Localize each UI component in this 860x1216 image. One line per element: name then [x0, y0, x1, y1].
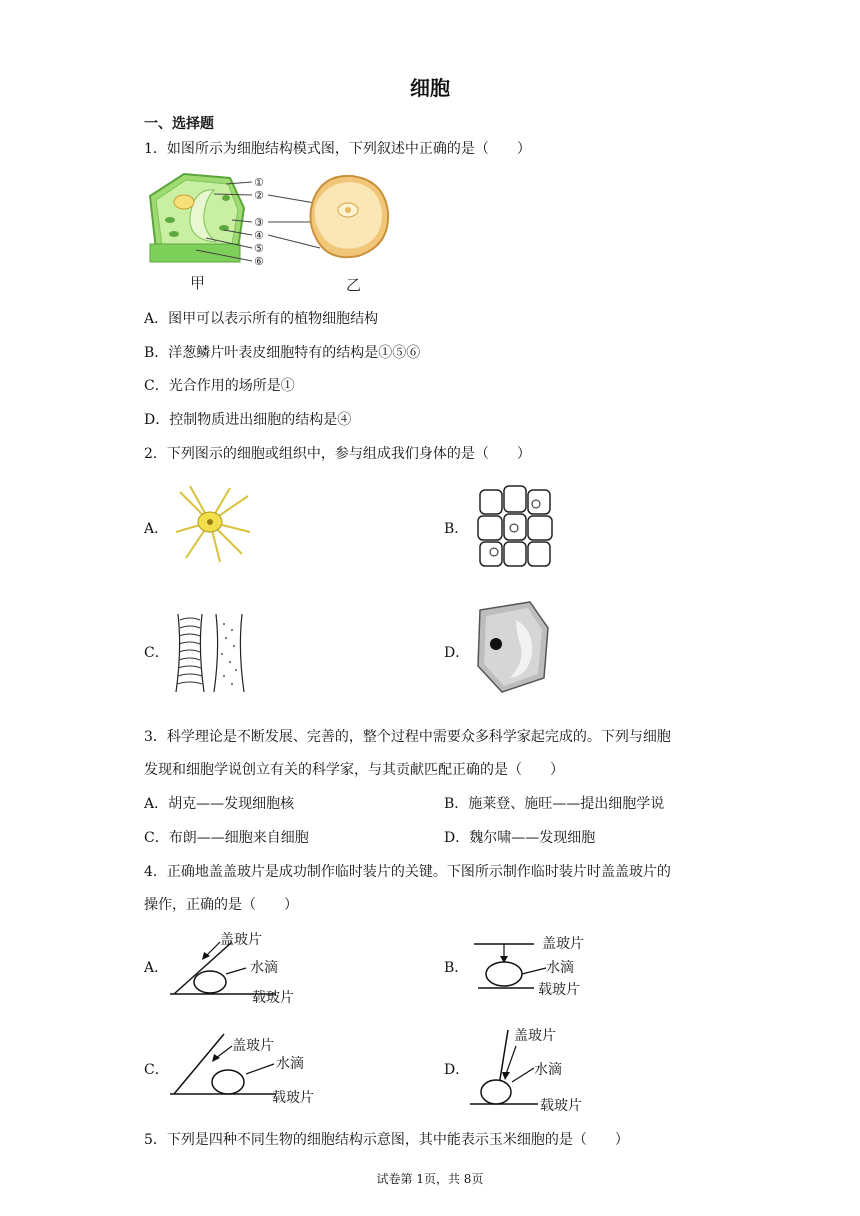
- q2-stem: 2．下列图示的细胞或组织中，参与组成我们身体的是（ ）: [144, 446, 531, 462]
- q3-stem-line2: 发现和细胞学说创立有关的科学家，与其贡献匹配正确的是（ ）: [144, 762, 564, 778]
- page-footer: 试卷第 1页，共 8页: [376, 1172, 484, 1186]
- q4-option-b: B．: [444, 960, 469, 976]
- label-1: ①: [254, 176, 264, 189]
- animal-cell-diagram: [310, 176, 388, 257]
- label-water: 水滴: [534, 1062, 562, 1078]
- q1-option-a: A．图甲可以表示所有的植物细胞结构: [144, 311, 379, 327]
- neuron-image: [170, 482, 254, 566]
- q3-option-c: C．布朗——细胞来自细胞: [144, 830, 309, 846]
- coverslip-diagram-b: [466, 930, 596, 1004]
- q4-option-d: D．: [444, 1062, 470, 1078]
- section-heading: 一、选择题: [144, 116, 214, 132]
- q5-stem: 5．下列是四种不同生物的细胞结构示意图，其中能表示玉米细胞的是（ ）: [144, 1132, 629, 1148]
- q4-option-a: A．: [144, 960, 169, 976]
- q2-option-d: D．: [444, 645, 470, 661]
- label-cover: 盖玻片: [220, 932, 262, 948]
- q4-stem-line1: 4．正确地盖盖玻片是成功制作临时装片的关键。下图所示制作临时装片时盖盖玻片的: [144, 864, 671, 880]
- label-3: ③: [254, 216, 264, 229]
- q1-stem: 1．如图所示为细胞结构模式图，下列叙述中正确的是（ ）: [144, 141, 531, 157]
- label-5: ⑤: [254, 242, 264, 255]
- label-6: ⑥: [254, 255, 264, 268]
- label-cover: 盖玻片: [514, 1028, 556, 1044]
- q4-option-c: C．: [144, 1062, 169, 1078]
- plant-cell-diagram: [150, 174, 244, 262]
- page-title: 细胞: [410, 76, 450, 100]
- q2-option-b: B．: [444, 521, 469, 537]
- label-water: 水滴: [250, 960, 278, 976]
- q4-stem-line2: 操作，正确的是（ ）: [144, 897, 298, 913]
- q1-cell-figure: [144, 168, 404, 298]
- q1-option-d: D．控制物质进出细胞的结构是④: [144, 412, 352, 428]
- q3-option-b: B．施莱登、施旺——提出细胞学说: [444, 796, 665, 812]
- label-slide: 载玻片: [252, 990, 294, 1006]
- label-4: ④: [254, 229, 264, 242]
- coverslip-diagram-d: [466, 1022, 600, 1116]
- q1-option-c: C．光合作用的场所是①: [144, 378, 295, 394]
- caption-yi: 乙: [346, 276, 362, 294]
- q3-stem-line1: 3．科学理论是不断发展、完善的，整个过程中需要众多科学家起完成的。下列与细胞: [144, 729, 671, 745]
- label-slide: 载玻片: [272, 1090, 314, 1106]
- q2-option-c: C．: [144, 645, 169, 661]
- coverslip-diagram-c: [166, 1030, 326, 1110]
- coverslip-diagram-a: [166, 928, 316, 1010]
- q3-option-a: A．胡克——发现细胞核: [144, 796, 295, 812]
- label-cover: 盖玻片: [232, 1038, 274, 1054]
- label-2: ②: [254, 189, 264, 202]
- caption-jia: 甲: [190, 274, 206, 292]
- label-slide: 载玻片: [540, 1098, 582, 1114]
- plant-cell-gray-image: [470, 600, 556, 696]
- label-slide: 载玻片: [538, 982, 580, 998]
- q1-option-b: B．洋葱鳞片叶表皮细胞特有的结构是①⑤⑥: [144, 345, 421, 361]
- label-water: 水滴: [276, 1056, 304, 1072]
- label-water: 水滴: [546, 960, 574, 976]
- plant-tissue-image: [474, 484, 558, 570]
- vessel-tissue-image: [172, 610, 248, 696]
- q2-option-a: A．: [144, 521, 169, 537]
- q3-option-d: D．魏尔啸——发现细胞: [444, 830, 596, 846]
- label-cover: 盖玻片: [542, 936, 584, 952]
